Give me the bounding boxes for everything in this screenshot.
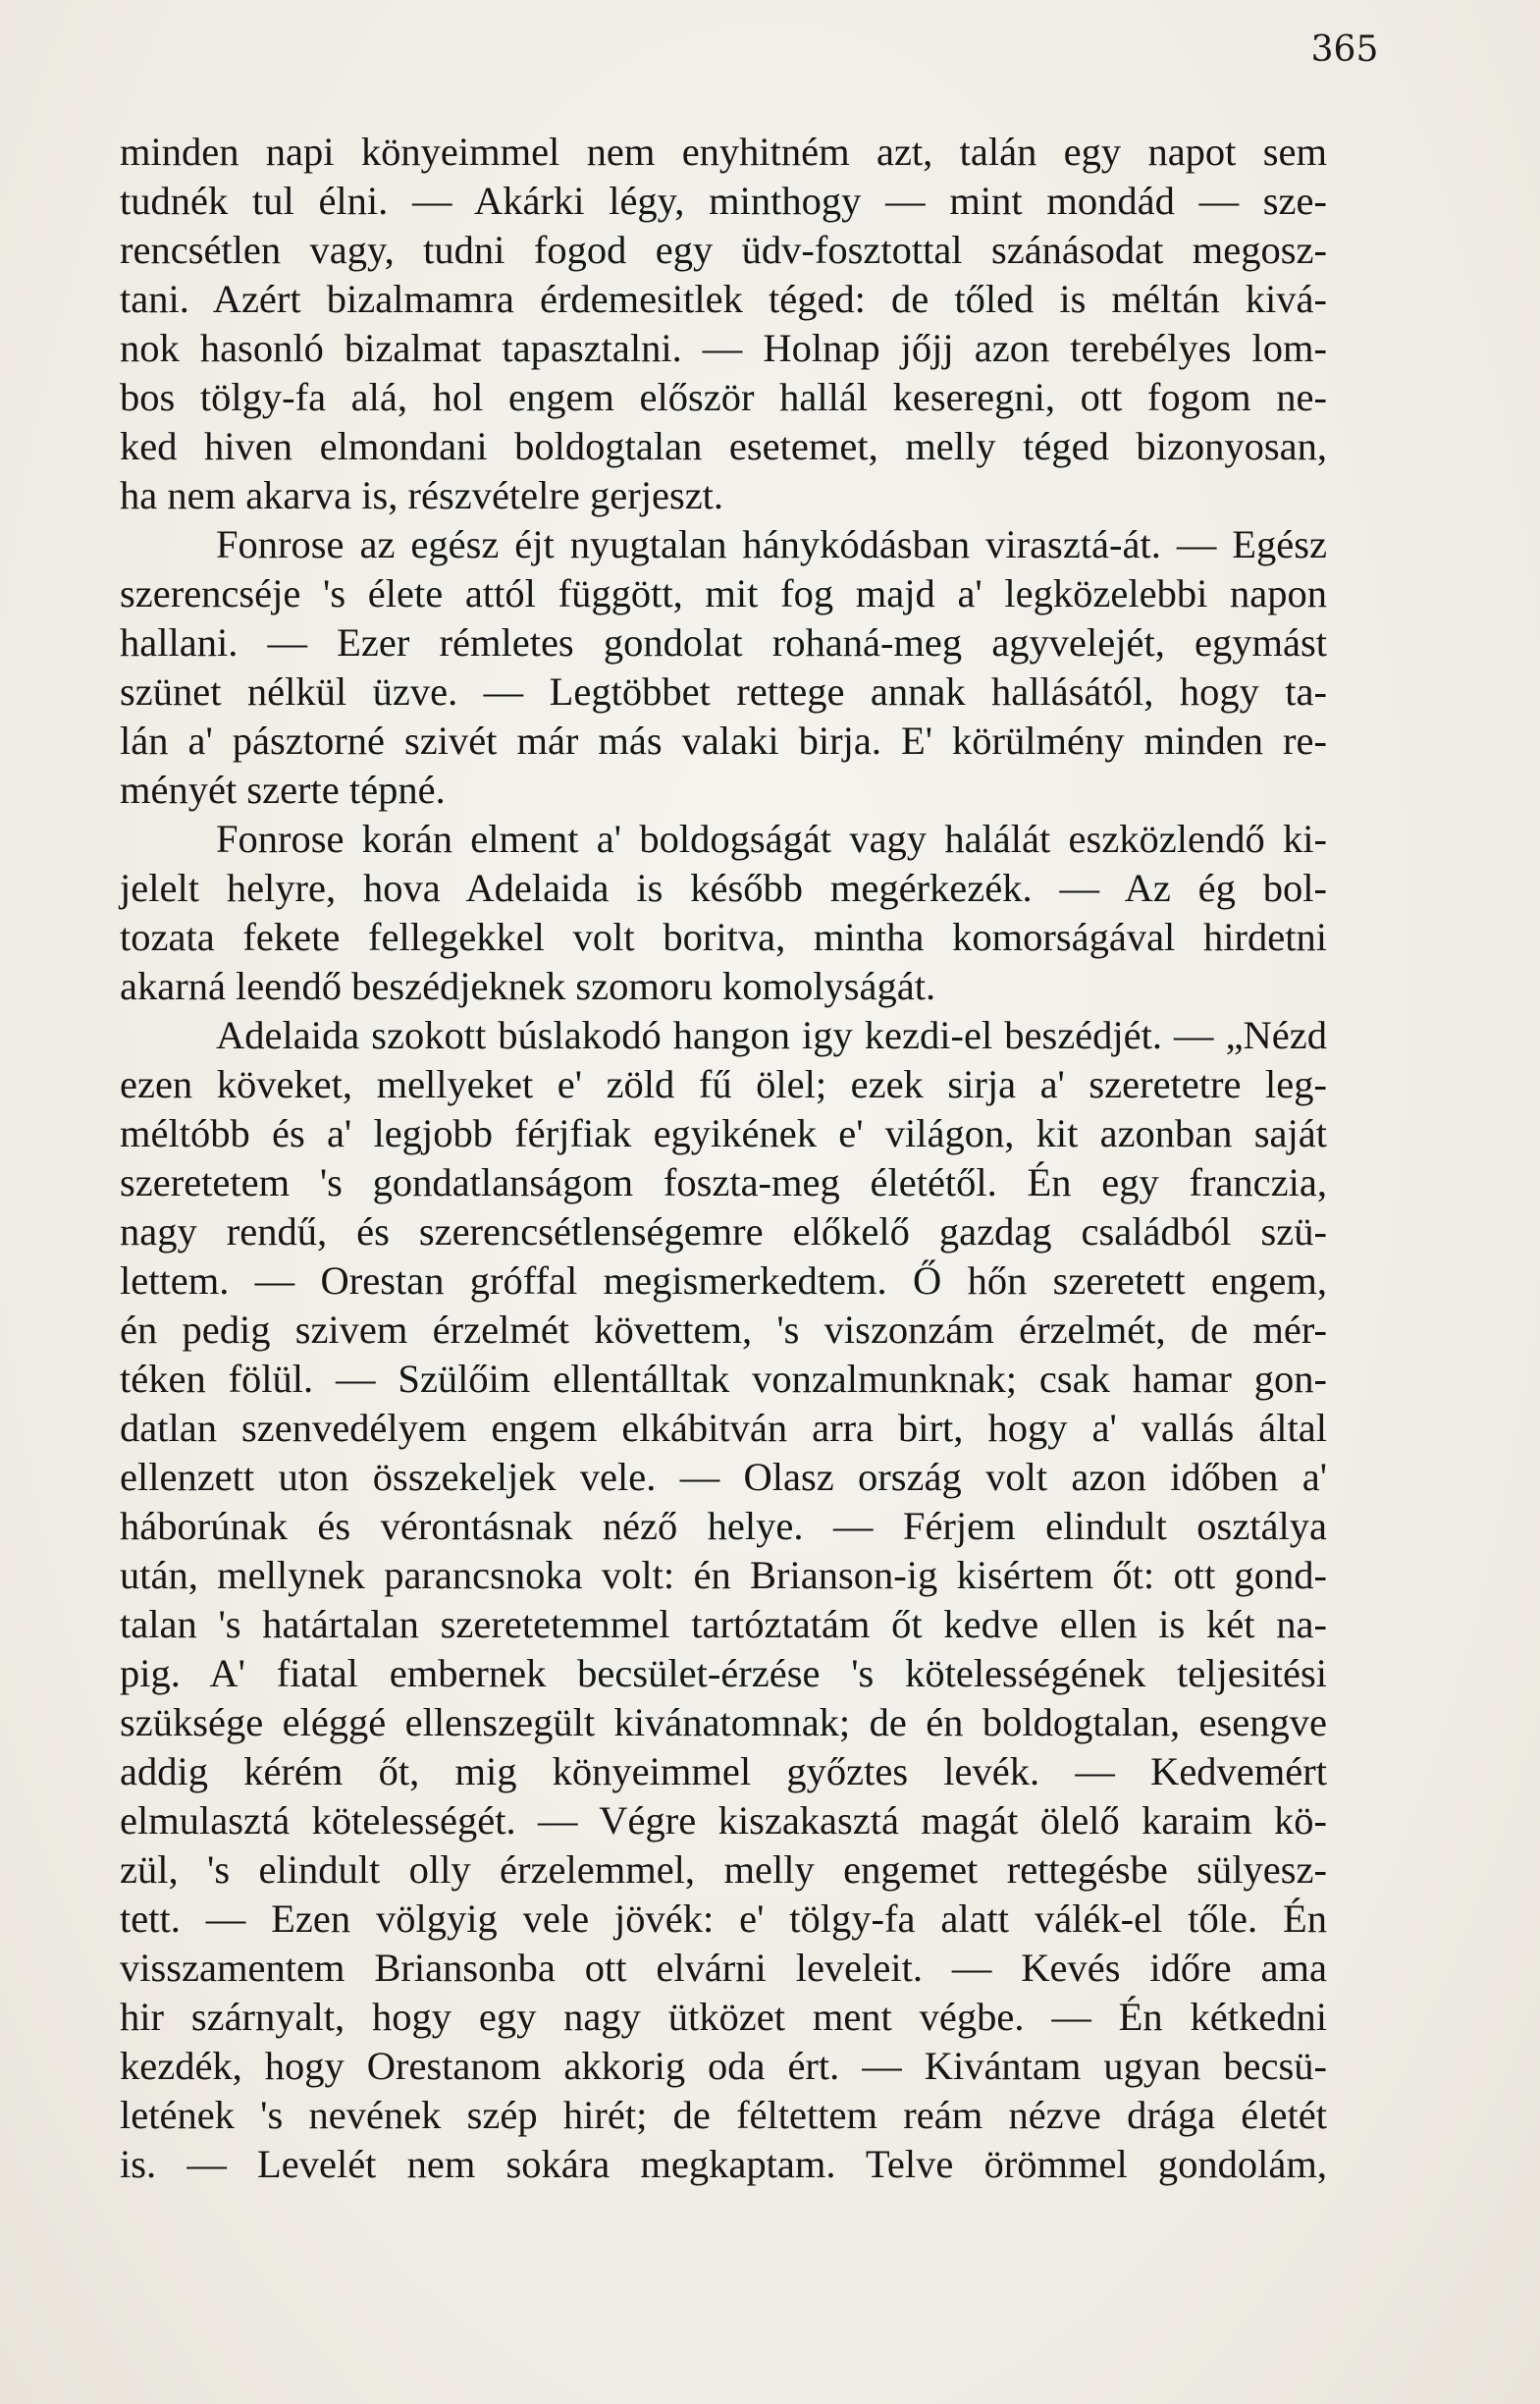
text-line: ha nem akarva is, részvételre gerjeszt. bbox=[120, 473, 724, 517]
text-line: ezen köveket, mellyeket e' zöld fű ölel; ezek sirja a' szeretetre leg- bbox=[120, 1062, 1327, 1106]
text-line: én pedig szivem érzelmét követtem, 's viszonzám érzelmét, de mér- bbox=[120, 1308, 1327, 1352]
text-line: kezdék, hogy Orestanom akkorig oda ért. — Kivántam ugyan becsü- bbox=[120, 2044, 1327, 2088]
text-line: datlan szenvedélyem engem elkábitván arra birt, hogy a' vallás által bbox=[120, 1406, 1327, 1450]
text-line: bos tölgy-fa alá, hol engem először hallál keseregni, ott fogom ne- bbox=[120, 375, 1327, 419]
text-line: is. — Levelét nem sokára megkaptam. Telve örömmel gondolám, bbox=[120, 2142, 1327, 2186]
text-line: szüksége eléggé ellenszegült kivánatomnak; de én boldogtalan, esengve bbox=[120, 1700, 1327, 1744]
text-line: pig. A' fiatal embernek becsület-érzése 's kötelességének teljesitési bbox=[120, 1651, 1327, 1695]
text-line: tani. Azért bizalmamra érdemesitlek téged: de tőled is méltán kivá- bbox=[120, 277, 1327, 321]
page-body-text bbox=[120, 128, 1327, 2189]
text-line: akarná leendő beszédjeknek szomoru komolyságát. bbox=[120, 964, 936, 1008]
text-line: rencsétlen vagy, tudni fogod egy üdv-fosztottal szánásodat megosz- bbox=[120, 228, 1327, 272]
text-line: méltóbb és a' legjobb férjfiak egyikének e' világon, kit azonban saját bbox=[120, 1111, 1327, 1155]
text-line: nok hasonló bizalmat tapasztalni. — Holnap jőjj azon terebélyes lom- bbox=[120, 326, 1327, 370]
text-line: elmulasztá kötelességét. — Végre kiszakasztá magát ölelő karaim kö- bbox=[120, 1798, 1327, 1843]
text-line: Fonrose az egész éjt nyugtalan hánykódásban virasztá-át. — Egész bbox=[216, 522, 1327, 566]
text-line: téken fölül. — Szülőim ellentálltak vonzalmunknak; csak hamar gon- bbox=[120, 1357, 1327, 1401]
text-line: talan 's határtalan szeretetemmel tartóztatám őt kedve ellen is két na- bbox=[120, 1602, 1327, 1646]
text-line: minden napi könyeimmel nem enyhitném azt, talán egy napot sem bbox=[120, 130, 1327, 174]
text-line: jelelt helyre, hova Adelaida is később megérkezék. — Az ég bol- bbox=[120, 866, 1327, 910]
text-line: visszamentem Briansonba ott elvárni leveleit. — Kevés időre ama bbox=[120, 1946, 1327, 1990]
text-line: hir szárnyalt, hogy egy nagy ütközet ment végbe. — Én kétkedni bbox=[120, 1995, 1327, 2039]
text-line: Fonrose korán elment a' boldogságát vagy halálát eszközlendő ki- bbox=[216, 817, 1327, 861]
text-line: háborúnak és vérontásnak néző helye. — Férjem elindult osztálya bbox=[120, 1504, 1327, 1548]
text-line: szünet nélkül üzve. — Legtöbbet rettege annak hallásától, hogy ta- bbox=[120, 669, 1327, 714]
page-number: 365 bbox=[1310, 29, 1379, 70]
text-line: addig kérém őt, mig könyeimmel győztes levék. — Kedvemért bbox=[120, 1749, 1327, 1793]
text-line: nagy rendű, és szerencsétlenségemre előkelő gazdag családból szü- bbox=[120, 1209, 1327, 1254]
text-line: szerencséje 's élete attól függött, mit fog majd a' legközelebbi napon bbox=[120, 571, 1327, 615]
text-line: hallani. — Ezer rémletes gondolat rohaná-meg agyvelejét, egymást bbox=[120, 620, 1327, 665]
text-line: szeretetem 's gondatlanságom foszta-meg életétől. Én egy franczia, bbox=[120, 1160, 1327, 1204]
text-line: ked hiven elmondani boldogtalan esetemet, melly téged bizonyosan, bbox=[120, 424, 1327, 468]
text-line: zül, 's elindult olly érzelemmel, melly engemet rettegésbe sülyesz- bbox=[120, 1847, 1327, 1892]
text-line: tett. — Ezen völgyig vele jövék: e' tölgy-fa alatt válék-el tőle. Én bbox=[120, 1896, 1327, 1941]
text-line: után, mellynek parancsnoka volt: én Brianson-ig kisértem őt: ott gond- bbox=[120, 1553, 1327, 1597]
text-line: tudnék tul élni. — Akárki légy, minthogy — mint mondád — sze- bbox=[120, 179, 1327, 223]
text-line: lán a' pásztorné szivét már más valaki birja. E' körülmény minden re- bbox=[120, 719, 1327, 763]
text-line: tozata fekete fellegekkel volt boritva, mintha komorságával hirdetni bbox=[120, 915, 1327, 959]
text-line: ményét szerte tépné. bbox=[120, 768, 446, 812]
text-line: letének 's nevének szép hirét; de féltettem reám nézve drága életét bbox=[120, 2093, 1327, 2137]
text-line: lettem. — Orestan gróffal megismerkedtem. Ő hőn szeretett engem, bbox=[120, 1258, 1327, 1303]
text-line: Adelaida szokott búslakodó hangon igy kezdi-el beszédjét. — „Nézd bbox=[216, 1013, 1327, 1057]
text-line: ellenzett uton összekeljek vele. — Olasz ország volt azon időben a' bbox=[120, 1455, 1327, 1499]
